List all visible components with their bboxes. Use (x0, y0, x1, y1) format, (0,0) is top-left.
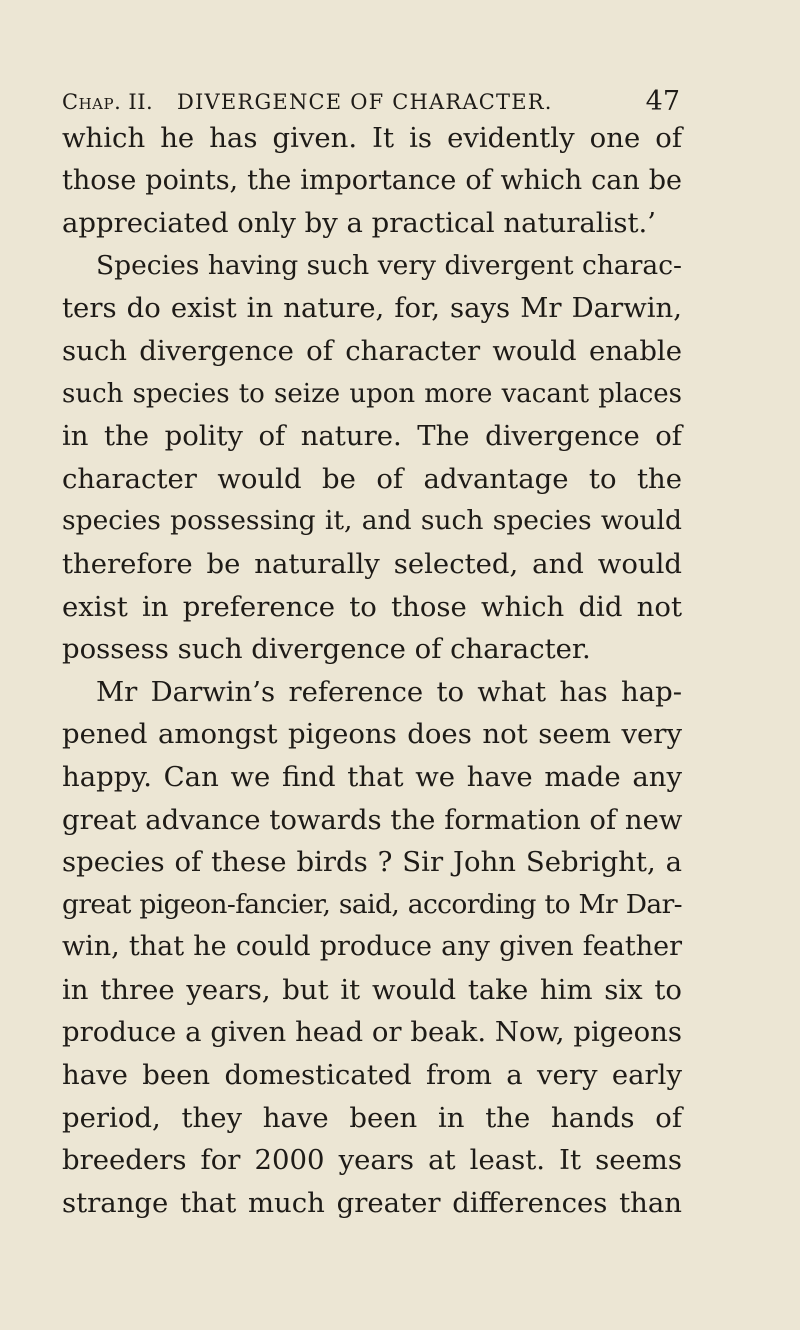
text-line: in the polity of nature. The divergence of (62, 420, 682, 453)
text-line: win, that he could produce any given feather (62, 931, 682, 963)
text-line: Mr Darwin’s reference to what has hap- (96, 675, 682, 708)
text-line: therefore be naturally selected, and would (62, 547, 682, 580)
text-line: period, they have been in the hands of (62, 1101, 682, 1134)
text-line: happy. Can we find that we have made any (62, 760, 682, 793)
text-line: have been domesticated from a very early (62, 1059, 682, 1092)
text-line: such species to seize upon more vacant places (62, 378, 682, 409)
text-line: produce a given head or beak. Now, pigeons (62, 1016, 682, 1049)
text-line: which he has given. It is evidently one of (62, 122, 682, 154)
text-line: possess such divergence of character. (62, 633, 591, 666)
text-line: breeders for 2000 years at least. It seems (62, 1144, 682, 1177)
text-line: pened amongst pigeons does not seem very (62, 718, 682, 751)
text-line: in three years, but it would take him six to (62, 973, 682, 1006)
text-line: species of these birds ? Sir John Sebright, a (62, 846, 682, 879)
text-line: appreciated only by a practical naturalist.’ (62, 207, 657, 240)
text-line: great pigeon-fancier, said, according to Mr Dar- (62, 888, 682, 920)
page-number: 47 (645, 86, 680, 117)
text-line: those points, the importance of which can be (62, 164, 682, 196)
text-line: Species having such very divergent charac- (96, 249, 682, 281)
text-line: ters do exist in nature, for, says Mr Darwin, (62, 292, 682, 325)
chapter-title: DIVERGENCE OF CHARACTER. (177, 90, 553, 114)
text-line: great advance towards the formation of new (62, 803, 683, 836)
running-head (62, 86, 680, 120)
text-line: character would be of advantage to the (62, 462, 682, 495)
text-line: species possessing it, and such species would (62, 505, 682, 537)
text-line: such divergence of character would enable (62, 334, 682, 367)
body-text (62, 117, 682, 1224)
text-line: strange that much greater differences than (62, 1186, 682, 1219)
text-line: exist in preference to those which did not (62, 590, 682, 623)
chapter-label: Chap. II. (62, 90, 154, 114)
